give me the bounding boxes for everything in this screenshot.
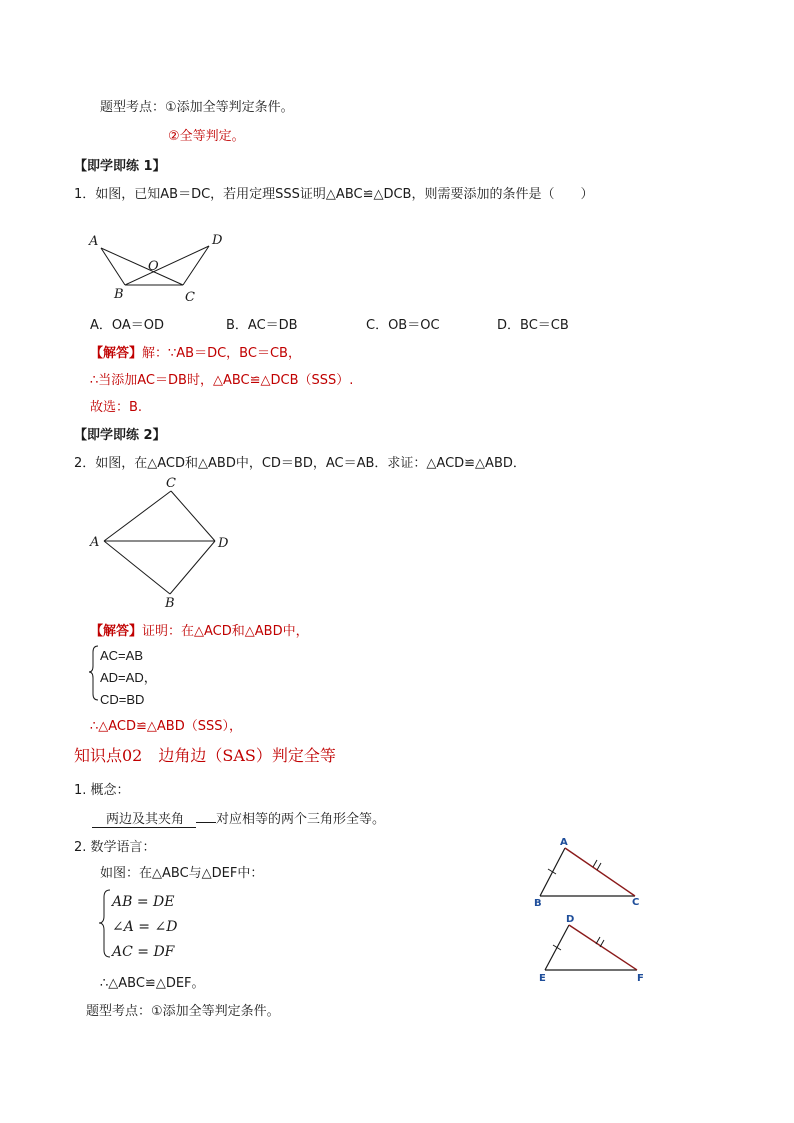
fig1-label-a: A	[89, 234, 99, 249]
fig2-label-c: C	[166, 476, 176, 491]
exercise-1-question: 1．如图，已知AB＝DC，若用定理SSS证明△ABC≌△DCB，则需要添加的条件是（ ）	[74, 187, 594, 202]
fig2-label-b: B	[165, 596, 175, 611]
answer-text-1: 解：∵AB＝DC，BC＝CB，	[142, 346, 301, 361]
concept-label: 1. 概念：	[74, 783, 130, 798]
sas-conclusion: ∴△ABC≌△DEF。	[100, 976, 205, 991]
tri2-label-f: F	[637, 973, 644, 984]
tri1-label-c: C	[632, 897, 640, 908]
option-d: D．BC＝CB	[497, 318, 569, 333]
tri1-label-a: A	[560, 837, 568, 848]
option-b: B．AC＝DB	[226, 318, 298, 333]
condition-ac-ab: AC=AB	[100, 648, 143, 663]
exercise-1-answer-line-2: ∴当添加AC＝DB时，△ABC≌△DCB（SSS）.	[90, 373, 354, 388]
condition-ab-de: AB = DE	[112, 894, 175, 910]
kaodian-item-1: ①添加全等判定条件。	[165, 100, 294, 115]
exercise-2-tag: 【即学即练 2】	[74, 428, 166, 443]
exercise-1-tag: 【即学即练 1】	[74, 159, 166, 174]
kaodian-item-2: ②全等判定。	[168, 129, 245, 144]
condition-angle-a-d: ∠A = ∠D	[112, 919, 178, 935]
condition-cd-bd: CD=BD	[100, 692, 145, 707]
exercise-2-question: 2．如图，在△ACD和△ABD中，CD＝BD，AC＝AB．求证：△ACD≌△ABD．	[74, 456, 526, 471]
answer-2-text: 证明：在△ACD和△ABD中，	[142, 624, 309, 639]
fig1-label-c: C	[185, 290, 195, 305]
condition-ad-ad: AD=AD，	[100, 670, 157, 685]
figure-intro: 如图：在△ABC与△DEF中：	[100, 866, 264, 881]
triangle-abc	[540, 848, 635, 896]
section-heading: 知识点02 边角边（SAS）判定全等	[74, 746, 336, 765]
tri2-label-d: D	[566, 914, 575, 925]
condition-ac-df: AC = DF	[112, 944, 175, 960]
option-a: A．OA＝OD	[90, 318, 165, 333]
option-c: C．OB＝OC	[366, 318, 440, 333]
fig2-label-a: A	[90, 535, 100, 550]
answer-tag: 【解答】	[90, 346, 143, 361]
math-language-label: 2. 数学语言：	[74, 840, 156, 855]
concept-rest: 对应相等的两个三角形全等。	[216, 812, 386, 827]
concept-blank: 两边及其夹角	[92, 808, 196, 828]
fig2-label-d: D	[218, 536, 229, 551]
kaodian-label: 题型考点：	[100, 100, 166, 115]
exercise-1-answer-line-3: 故选：B.	[90, 400, 143, 415]
exercise-2-conclusion: ∴△ACD≌△ABD（SSS），	[90, 719, 242, 734]
triangle-def	[545, 925, 637, 970]
fig1-label-b: B	[114, 287, 124, 302]
tri1-label-b: B	[534, 898, 542, 909]
fig1-label-o: O	[148, 259, 159, 274]
fig1-label-d: D	[212, 233, 223, 248]
answer-2-tag: 【解答】	[90, 624, 143, 639]
tri2-label-e: E	[539, 973, 546, 984]
section-kaodian: 题型考点：①添加全等判定条件。	[86, 1004, 280, 1019]
